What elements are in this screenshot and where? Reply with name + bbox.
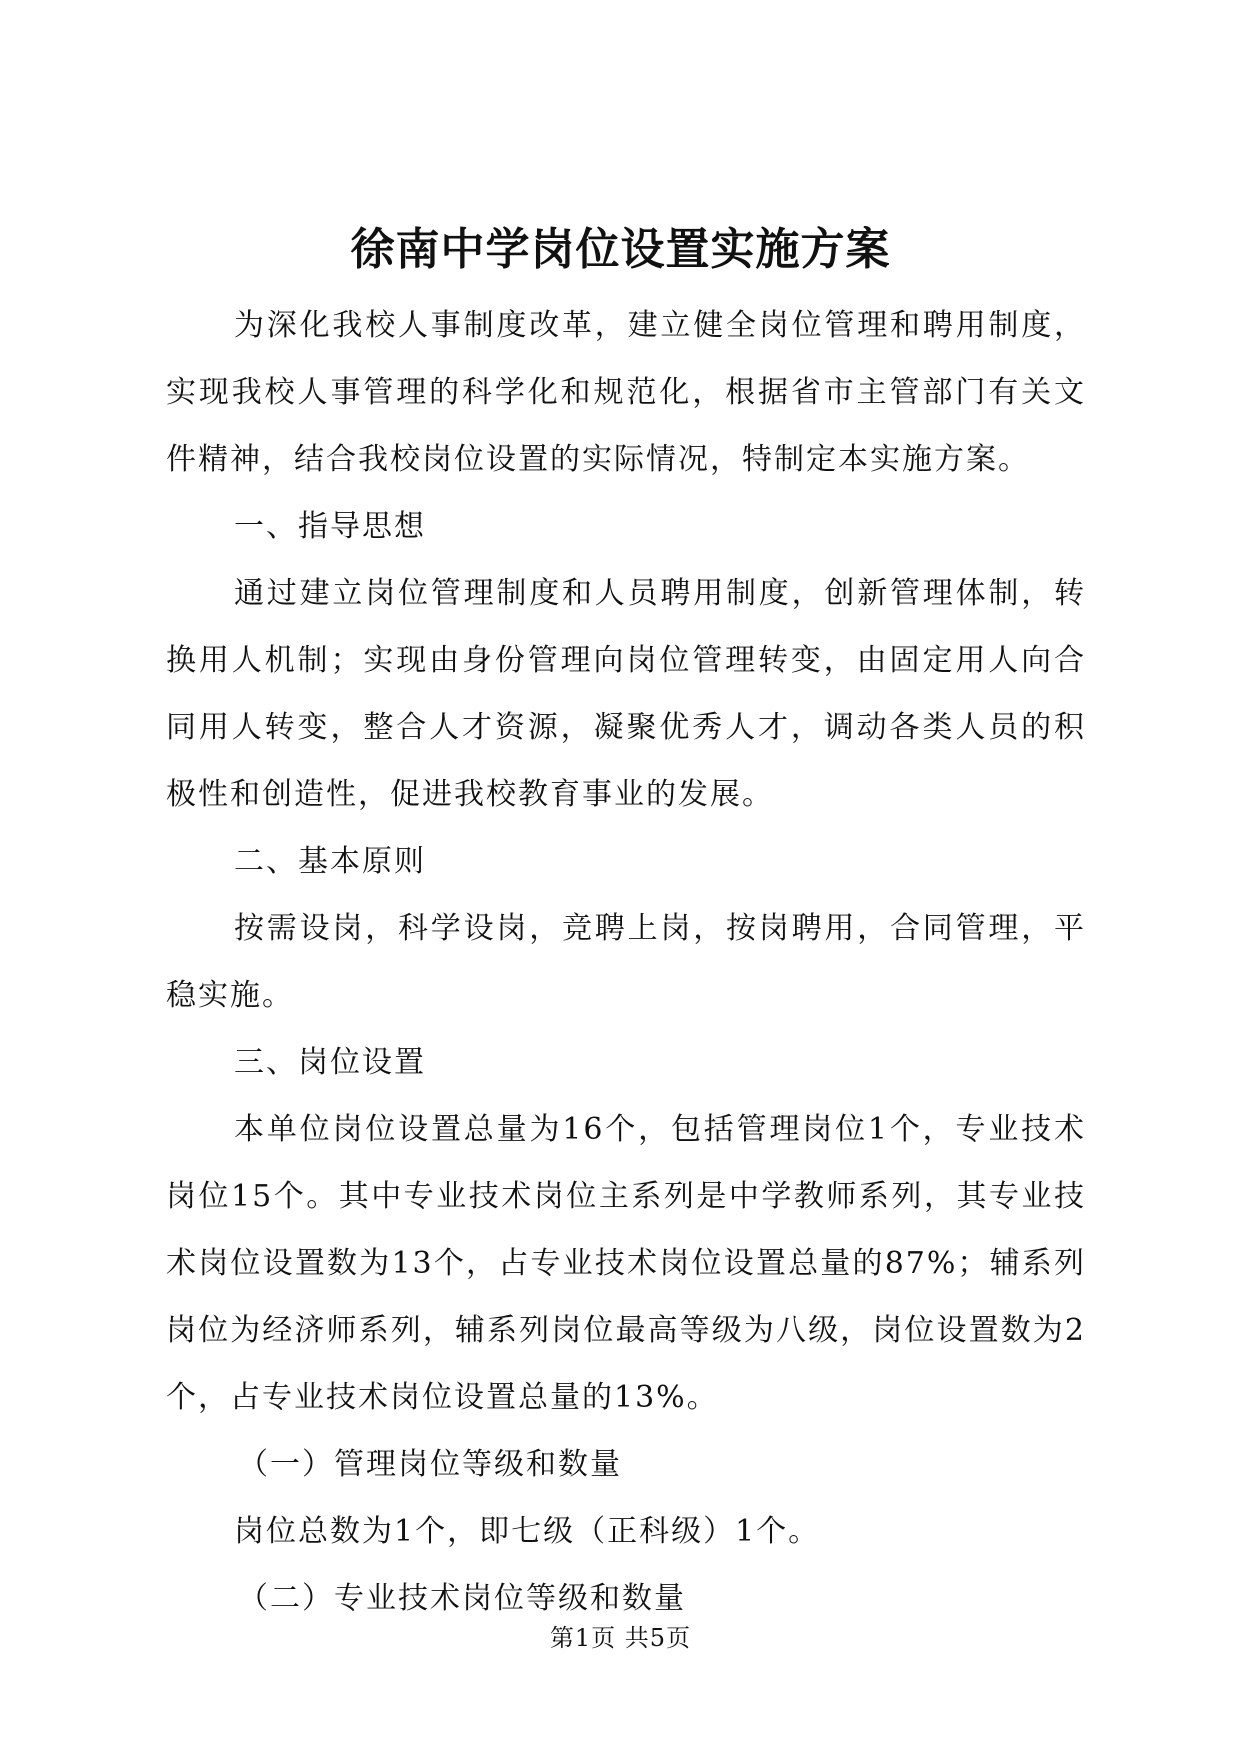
subsection-heading-management: （一）管理岗位等级和数量	[238, 1447, 622, 1482]
section-heading-guiding-principle: 一、指导思想	[234, 509, 426, 544]
page-number-footer: 第1页 共5页	[549, 1624, 692, 1652]
intro-paragraph: 为深化我校人事制度改革，建立健全岗位管理和聘用制度，实现我校人事管理的科学化和规范化，根据省市主管部门有关文件精神，结合我校岗位设置的实际情况，特制定本实施方案。	[166, 308, 1086, 477]
document-body	[166, 292, 1086, 1632]
subsection-heading-professional: （二）专业技术岗位等级和数量	[238, 1581, 686, 1616]
position-setup-paragraph: 本单位岗位设置总量为16个，包括管理岗位1个，专业技术岗位15个。其中专业技术岗位主系列是中学教师系列，其专业技术岗位设置数为13个，占专业技术岗位设置总量的87%；辅系列岗位为经济师系列，辅系列岗位最高等级为八级，岗位设置数为2个，占专业技术岗位设置总量的13%。	[166, 1112, 1086, 1415]
section-heading-basic-principles: 二、基本原则	[234, 844, 426, 879]
management-paragraph: 岗位总数为1个，即七级（正科级）1个。	[234, 1514, 821, 1549]
section-heading-position-setup: 三、岗位设置	[234, 1045, 426, 1080]
basic-principles-paragraph: 按需设岗，科学设岗，竞聘上岗，按岗聘用，合同管理，平稳实施。	[166, 911, 1086, 1013]
document-title: 徐南中学岗位设置实施方案	[350, 224, 891, 275]
guiding-principle-paragraph: 通过建立岗位管理制度和人员聘用制度，创新管理体制，转换用人机制；实现由身份管理向岗位管理转变，由固定用人向合同用人转变，整合人才资源，凝聚优秀人才，调动各类人员的积极性和创造性，促进我校教育事业的发展。	[166, 576, 1086, 812]
